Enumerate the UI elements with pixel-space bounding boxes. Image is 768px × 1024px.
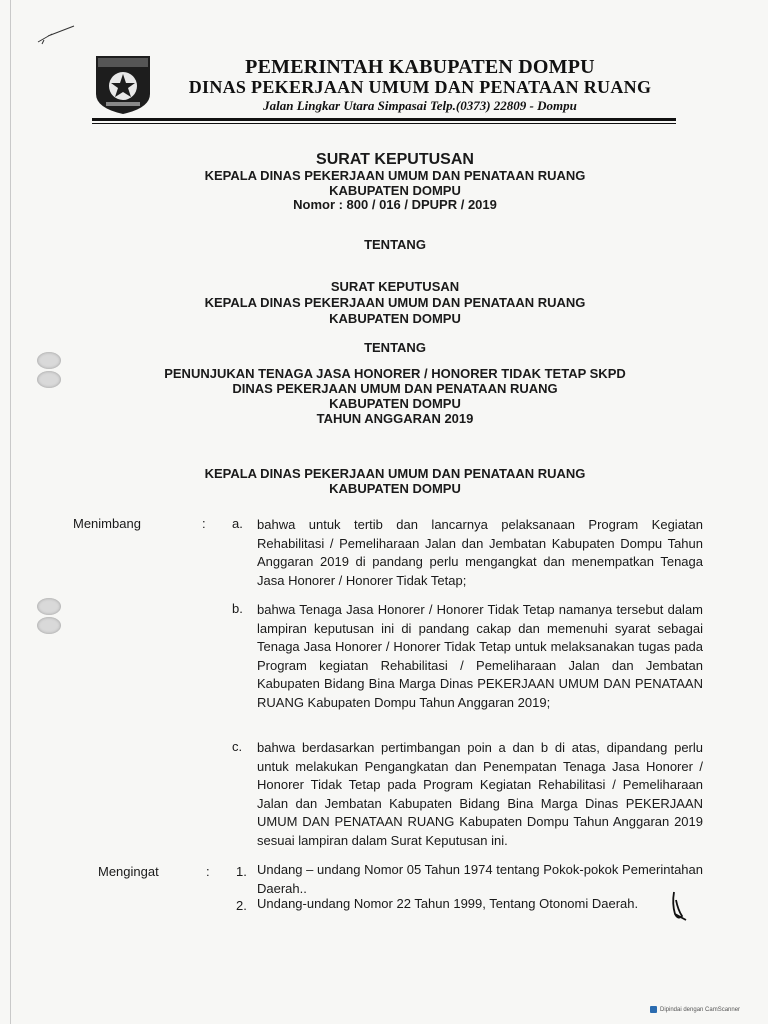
about-heading-2: TENTANG	[364, 340, 426, 355]
considering-item-mark: a.	[232, 516, 243, 531]
letterhead-rule-thin	[92, 123, 676, 124]
decree-number: Nomor : 800 / 016 / DPUPR / 2019	[293, 197, 497, 212]
sub-decree-region: KABUPATEN DOMPU	[329, 311, 461, 326]
subject-line: TAHUN ANGGARAN 2019	[316, 411, 474, 426]
considering-label: Menimbang	[73, 516, 141, 531]
decree-issuer: KEPALA DINAS PEKERJAAN UMUM DAN PENATAAN RUANG	[204, 168, 586, 183]
decree-title: SURAT KEPUTUSAN	[316, 151, 474, 168]
considering-item-mark: b.	[232, 601, 243, 616]
remembering-item-mark: 2.	[236, 898, 247, 913]
remembering-item-text: Undang – undang Nomor 05 Tahun 1974 tentang Pokok-pokok Pemerintahan Daerah..	[257, 862, 703, 896]
sub-decree-issuer: KEPALA DINAS PEKERJAAN UMUM DAN PENATAAN RUANG	[204, 295, 586, 310]
considering-colon: :	[202, 516, 206, 531]
considering-item-text: bahwa untuk tertib dan lancarnya pelaksanaan Program Kegiatan Rehabilitasi / Pemeliharaan Jalan dan Jembatan Kabupaten Dompu Tahun Anggaran 2019 di pandang perlu mengangkat dan menempatkan Tenaga Jasa Honorer / Honorer Tidak Tetap;	[257, 517, 703, 588]
letterhead-address: Jalan Lingkar Utara Simpasai Telp.(0373) 22809 - Dompu	[263, 98, 577, 113]
signer-title: KEPALA DINAS PEKERJAAN UMUM DAN PENATAAN RUANG	[204, 466, 586, 481]
remembering-item-mark: 1.	[236, 864, 247, 879]
remembering-label: Mengingat	[98, 864, 159, 879]
letterhead-government: PEMERINTAH KABUPATEN DOMPU	[245, 56, 595, 78]
camscanner-icon	[650, 1006, 657, 1013]
signer-region: KABUPATEN DOMPU	[329, 481, 461, 496]
initial-signature	[666, 890, 688, 922]
about-heading-1: TENTANG	[364, 237, 426, 252]
letterhead-agency: DINAS PEKERJAAN UMUM DAN PENATAAN RUANG	[188, 77, 652, 97]
pen-scratch-mark	[34, 22, 78, 46]
punch-hole-top	[34, 352, 64, 390]
considering-item-text: bahwa Tenaga Jasa Honorer / Honorer Tidak Tetap namanya tersebut dalam lampiran keputusan ini di pandang cakap dan memenuhi syarat sebagai Tenaga Jasa Honorer / Honorer Tidak Tetap untuk melaksanakan tugas pada Program kegiatan Rehabilitasi / Pemeliharaan Jalan dan Jembatan Kabupaten Bidang Bina Marga Dinas PEKERJAAN UMUM DAN PENATAAN RUANG Kabupaten Dompu Tahun Anggaran 2019;	[257, 602, 703, 710]
sub-decree-title: SURAT KEPUTUSAN	[330, 279, 460, 294]
scanner-footer-text: Dipindai dengan CamScanner	[660, 1006, 741, 1013]
decree-region: KABUPATEN DOMPU	[329, 183, 461, 198]
letterhead-rule-thick	[92, 118, 676, 121]
punch-hole-bottom	[34, 598, 64, 636]
remembering-colon: :	[206, 864, 210, 879]
regency-emblem-icon	[92, 54, 154, 116]
considering-item-text: bahwa berdasarkan pertimbangan poin a dan b di atas, dipandang perlu untuk melakukan Pengangkatan dan Penempatan Tenaga Jasa Honorer / Honorer Tidak Tetap pada Program Kegiatan Rehabilitasi / Pemeliharaan Jalan dan Jembatan Kabupaten Bidang Bina Marga Dinas PEKERJAAN UMUM DAN PENATAAN RUANG Kabupaten Dompu Tahun Anggaran 2019 sesuai lampiran dalam Surat Keputusan ini.	[257, 740, 703, 848]
subject-line: PENUNJUKAN TENAGA JASA HONORER / HONORER TIDAK TETAP SKPD	[164, 366, 626, 381]
page-edge	[10, 0, 11, 1024]
remembering-item-text: Undang-undang Nomor 22 Tahun 1999, Tentang Otonomi Daerah.	[257, 896, 639, 911]
subject-line: KABUPATEN DOMPU	[329, 396, 461, 411]
scanner-footer	[650, 1006, 740, 1013]
considering-item-mark: c.	[232, 739, 243, 754]
subject-line: DINAS PEKERJAAN UMUM DAN PENATAAN RUANG	[232, 381, 558, 396]
